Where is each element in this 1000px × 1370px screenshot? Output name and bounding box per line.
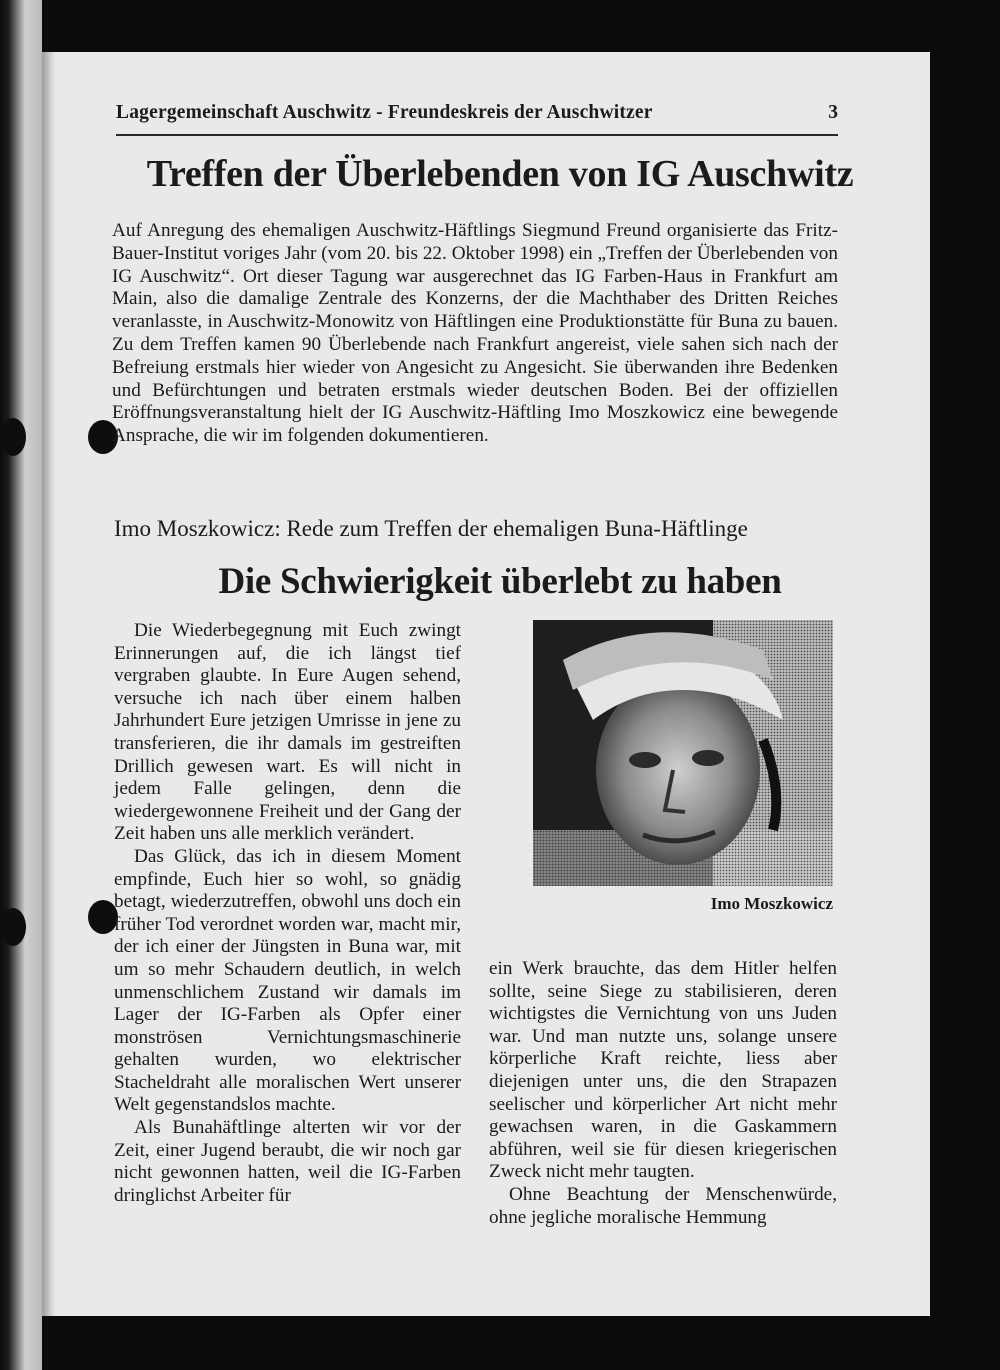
paragraph: Das Glück, das ich in diesem Moment empfinde, Euch hier so wohl, so gnädig betagt, wiederzutreffen, obwohl uns doch ein früher Tod verordnet worden war, macht mir, der ich einer der Jüngsten in Buna war, mit um so mehr Schaudern deutlich, in welch unmenschlichem Zustand wir damals im Lager der IG-Farben als Opfer einer monströsen Vernichtungsmaschinerie gehalten wurden, wo elektrischer Stacheldraht alle moralischen Wert unserer Welt gegenstandslos machte.: [114, 845, 461, 1116]
photo-caption: Imo Moszkowicz: [710, 894, 833, 913]
paragraph: Als Bunahäftlinge alterten wir vor der Zeit, einer Jugend beraubt, die wir noch gar nicht gewonnen hatten, weil die IG-Farben dringlichst Arbeiter für: [114, 1117, 461, 1206]
article-intro: Auf Anregung des ehemaligen Auschwitz-Häftlings Siegmund Freund organisierte das Fritz-Bauer-Institut voriges Jahr (vom 20. bis 22. Oktober 1998) ein „Treffen der Überlebenden von IG Auschwitz“. Ort dieser Tagung war ausgerechnet das IG Farben-Haus in Frankfurt am Main, also die damalige Zentrale des Konzerns, der die Machthaber des Dritten Reiches veranlasste, in Auschwitz-Monowitz von Häftlingen eine Produktionstätte für Buna zu bauen. Zu dem Treffen kamen 90 Überlebende nach Frankfurt angereist, viele sahen sich nach der Befreiung erstmals hier wieder von Angesicht zu Angesicht. Sie überwanden ihre Bedenken und Befürchtungen und betraten erstmals wieder deutschen Boden. Bei der offiziellen Eröffnungsveranstaltung hielt der IG Auschwitz-Häftling Imo Moszkowicz eine bewegende Ansprache, die wir im folgenden dokumentieren.: [112, 220, 838, 447]
portrait-photo-image: [533, 620, 833, 886]
punch-hole: [0, 418, 26, 456]
page-number: 3: [828, 102, 838, 123]
right-column: [489, 958, 837, 1229]
speech-title: Die Schwierigkeit überlebt zu haben: [218, 561, 782, 602]
running-header: [116, 100, 838, 136]
left-column: [114, 620, 461, 1207]
paragraph: Die Wiederbegegnung mit Euch zwingt Erinnerungen auf, die ich längst tief vergraben glaubte. In Eure Augen sehend, versuche ich nach über einem halben Jahrhundert Eure jetzigen Umrisse in jene zu transferieren, die ihr damals im gestreiften Drillich gewesen wart. Es will nicht in jedem Falle gelingen, denn die wiedergewonnene Freiheit und der Gang der Zeit haben uns alle merklich verändert.: [114, 620, 461, 845]
punch-hole: [0, 908, 26, 946]
binding-edge: [0, 0, 42, 1370]
paragraph: Ohne Beachtung der Menschenwürde, ohne jegliche moralische Hemmung: [489, 1183, 837, 1228]
running-head-title: Lagergemeinschaft Auschwitz - Freundeskreis der Auschwitzer: [116, 102, 653, 123]
portrait-photo: [533, 620, 833, 886]
page-gutter: [42, 52, 56, 1316]
speech-subtitle: Imo Moszkowicz: Rede zum Treffen der ehemaligen Buna-Häftlinge: [114, 516, 748, 541]
article-title: Treffen der Überlebenden von IG Auschwitz: [146, 153, 854, 195]
paragraph: ein Werk brauchte, das dem Hitler helfen sollte, seine Siege zu stabilisieren, deren wichtigstes die Vernichtung von uns Juden war. Und man nutzte uns, solange unsere körperliche Kraft reichte, liess aber diejenigen unter uns, die den Strapazen seelischer und körperlicher Art nicht mehr gewachsen waren, in die Gaskammern abführen, weil sie für diesen kriegerischen Zweck nicht mehr taugten.: [489, 958, 837, 1183]
